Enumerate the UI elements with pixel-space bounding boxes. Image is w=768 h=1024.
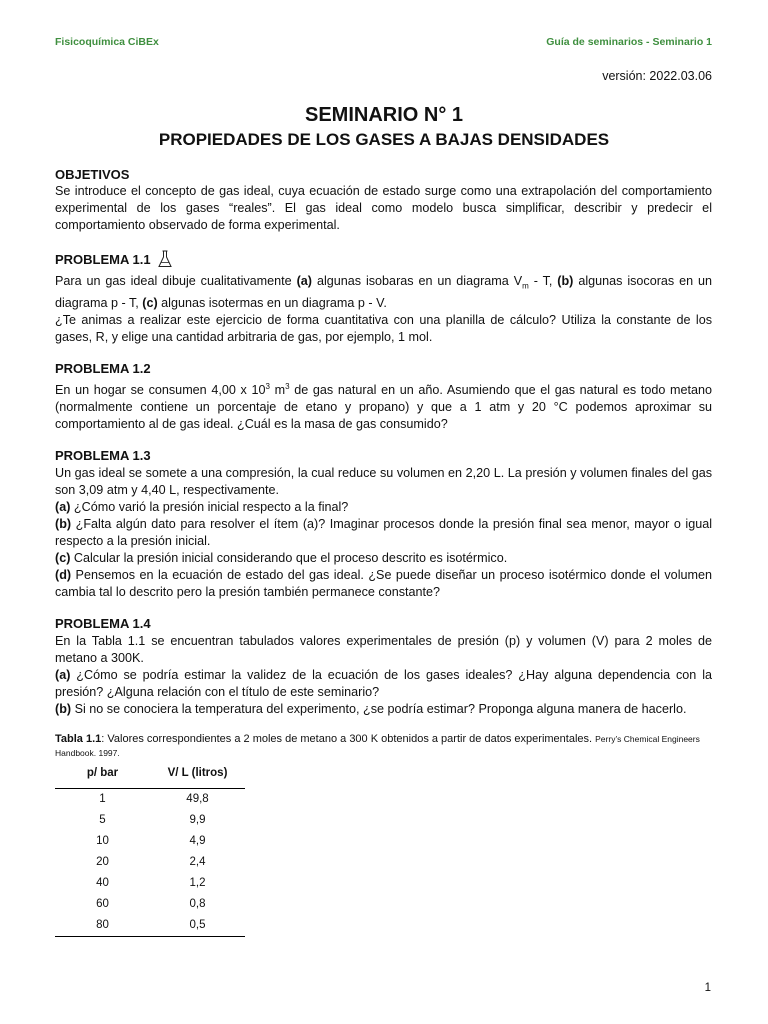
- problema-1-1-extra: ¿Te animas a realizar este ejercicio de forma cuantitativa con una planilla de cálculo? Utiliza la constante de los gases, R, y elige una cantidad arbitraria de gas, por ejemplo, 1 mol.: [55, 312, 712, 344]
- flask-icon: [158, 250, 172, 272]
- table-cell: 20: [96, 855, 109, 868]
- objetivos-heading: OBJETIVOS: [55, 167, 130, 182]
- table-cell: 40: [96, 876, 109, 889]
- problema-1-3-item-d: (d) Pensemos en la ecuación de estado del gas ideal. ¿Se puede diseñar un proceso isotérmico donde el volumen cambia tal lo descrito pero la presión también permanece constante?: [55, 567, 712, 599]
- document-body: [55, 166, 712, 937]
- problema-1-2-text: En un hogar se consumen 4,00 x $10^3$ $m^3$ de gas natural en un año. Asumiendo que el gas natural es todo metano (normalmente contiene un porcentaje de etano y propano) y que a 1 atm y 20 °C podemos aproximar su comportamiento al de gas ideal. ¿Cuál es la masa de gas consumido?: [55, 381, 712, 431]
- objetivos-text: Se introduce el concepto de gas ideal, cuya ecuación de estado surge como una extrapolación del comportamiento experimental de los gases “reales”. El gas ideal como modelo busca simplificar, describir y predecir el comportamiento observado de forma experimental.: [55, 184, 712, 232]
- data-table: [55, 762, 245, 937]
- problema-1-4-heading: PROBLEMA 1.4: [55, 615, 151, 631]
- version-label: versión: 2022.03.06: [602, 69, 712, 83]
- table-row: [55, 873, 245, 894]
- table-row: [55, 831, 245, 852]
- table-cell: 2,4: [189, 855, 206, 868]
- page-subtitle: PROPIEDADES DE LOS GASES A BAJAS DENSIDADES: [158, 130, 610, 149]
- problema-1-3-item-b: (b) ¿Falta algún dato para resolver el ítem (a)? Imaginar procesos donde la presión final sea menor, mayor o igual respecto a la presión inicial.: [55, 516, 713, 548]
- section-problema-1-4: [55, 615, 712, 718]
- problema-1-2-heading: PROBLEMA 1.2: [55, 360, 151, 376]
- problema-1-4-intro: En la Tabla 1.1 se encuentran tabulados valores experimentales de presión (p) y volumen (V) para 2 moles de metano a 300K.: [55, 633, 712, 665]
- column-header-volume: V/ L (litros): [167, 766, 228, 779]
- section-problema-1-2: [55, 360, 712, 433]
- page-number: 1: [704, 982, 711, 994]
- table-row: [55, 810, 245, 831]
- section-problema-1-3: [55, 447, 712, 601]
- table-cell: 9,9: [189, 813, 206, 826]
- table-row: [55, 915, 245, 937]
- table-header-row: [55, 762, 245, 789]
- problema-1-1-heading: [55, 250, 712, 272]
- table-cell: 10: [96, 834, 109, 847]
- table-cell: 60: [96, 897, 109, 910]
- table-cell: 5: [99, 813, 106, 826]
- page-title: SEMINARIO N° 1: [304, 104, 464, 126]
- problema-1-4-item-b: (b) Si no se conociera la temperatura del experimento, ¿se podría estimar? Proponga alguna manera de hacerlo.: [55, 701, 687, 716]
- table-cell: 0,5: [189, 918, 206, 931]
- table-row: [55, 788, 245, 810]
- table-cell: 0,8: [189, 897, 206, 910]
- problema-1-3-item-a: (a) ¿Cómo varió la presión inicial respecto a la final?: [55, 499, 349, 514]
- section-problema-1-1: [55, 250, 712, 346]
- table-cell: 80: [96, 918, 109, 931]
- table-cell: 1: [99, 792, 106, 805]
- table-cell: 4,9: [189, 834, 206, 847]
- table-caption: Tabla 1.1: Valores correspondientes a 2 moles de metano a 300 K obtenidos a partir de datos experimentales. Perry’s Chemical Engineers Handbook. 1997.: [55, 732, 700, 758]
- problema-1-1-title: PROBLEMA 1.1: [55, 252, 151, 267]
- problema-1-4-item-a: (a) ¿Cómo se podría estimar la validez de la ecuación de los gases ideales? ¿Hay alguna dependencia con la presión? ¿Alguna relación con el título de este seminario?: [55, 667, 712, 699]
- header-course: Fisicoquímica CiBEx: [55, 36, 159, 48]
- section-objetivos: [55, 166, 712, 234]
- column-header-pressure: p/ bar: [86, 766, 119, 779]
- table-row: [55, 894, 245, 915]
- problema-1-1-text: Para un gas ideal dibuje cualitativamente (a) algunas isobaras en un diagrama $V_m$ - T, (b) algunas isocoras en un diagrama p - T, (c) algunas isotermas en un diagrama p - V.: [55, 274, 713, 310]
- table-row: [55, 852, 245, 873]
- problema-1-3-intro: Un gas ideal se somete a una compresión, la cual reduce su volumen en 2,20 L. La presión y volumen finales del gas son 3,09 atm y 4,40 L, respectivamente.: [55, 465, 712, 497]
- table-cell: 1,2: [189, 876, 206, 889]
- table-cell: 49,8: [186, 792, 209, 805]
- header-guide: Guía de seminarios - Seminario 1: [546, 36, 712, 48]
- problema-1-3-item-c: (c) Calcular la presión inicial considerando que el proceso descrito es isotérmico.: [55, 550, 508, 565]
- problema-1-3-heading: PROBLEMA 1.3: [55, 447, 151, 463]
